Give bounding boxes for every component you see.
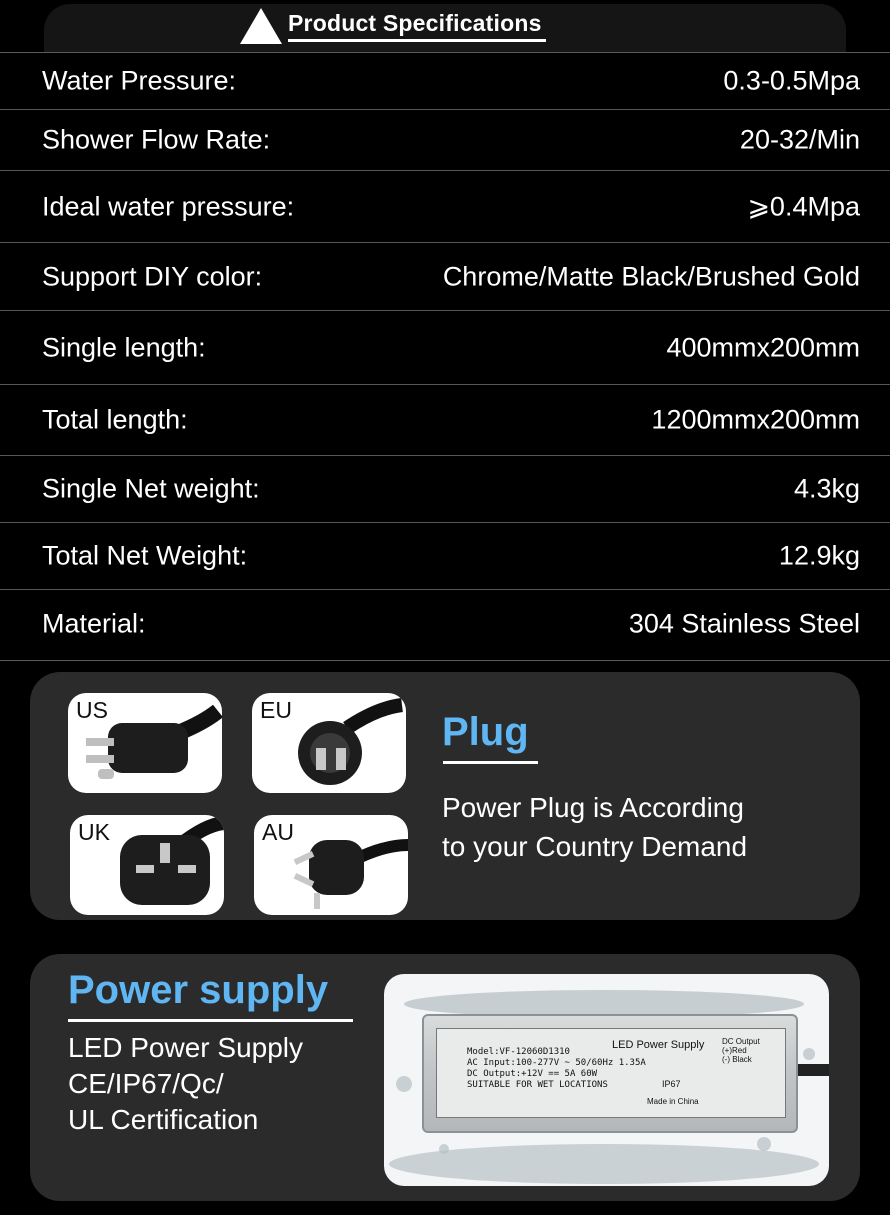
triangle-icon (240, 8, 282, 44)
plug-code: US (76, 697, 108, 723)
spec-row (0, 385, 890, 456)
power-underline (68, 1019, 353, 1022)
plug-description (442, 788, 747, 866)
plug-desc-line: Power Plug is According (442, 792, 744, 823)
power-desc-line: CE/IP67/Qc/ (68, 1068, 224, 1099)
power-desc-line: UL Certification (68, 1104, 259, 1135)
spec-row (0, 243, 890, 311)
power-desc-line: LED Power Supply (68, 1032, 304, 1063)
spec-value: 400mmx200mm (666, 332, 860, 362)
spec-value: 1200mmx200mm (651, 404, 860, 435)
spec-row (0, 456, 890, 523)
label-specs: Model:VF-12060D1310 AC Input:100-277V ~ 50/60Hz 1.35A DC Output:+12V == 5A 60W SUITABLE FOR WET LOCATIONS (467, 1047, 646, 1090)
header (240, 6, 546, 46)
label-brand: LED Power Supply (612, 1039, 705, 1051)
plug-card-uk (70, 815, 224, 915)
plug-desc-line: to your Country Demand (442, 831, 748, 862)
plug-card-eu (252, 693, 406, 793)
spec-row (0, 53, 890, 110)
spec-label: Material: (42, 608, 146, 639)
power-supply-image (384, 974, 829, 1186)
spec-row (0, 523, 890, 590)
spec-label: Total Net Weight: (42, 540, 248, 571)
spec-row (0, 590, 890, 658)
label-ip: IP67 (662, 1079, 681, 1089)
spec-label: Single length: (42, 332, 206, 362)
label-origin: Made in China (647, 1097, 699, 1106)
plug-card-au (254, 815, 408, 915)
spec-row (0, 171, 890, 243)
spec-value: 20-32/Min (739, 124, 860, 155)
power-panel (30, 954, 860, 1201)
spec-table (0, 52, 890, 661)
spec-value: 4.3kg (793, 473, 860, 504)
spec-row (0, 311, 890, 385)
plug-title: Plug (442, 710, 529, 754)
spec-label: Ideal water pressure: (42, 191, 295, 221)
power-description (68, 1030, 303, 1138)
spec-value: 12.9kg (778, 540, 860, 571)
label-dc: DC Output (+)Red (-) Black (722, 1037, 760, 1064)
plug-code: EU (260, 697, 292, 723)
spec-row (0, 110, 890, 171)
plug-code: AU (262, 819, 294, 845)
spec-label: Support DIY color: (42, 261, 263, 291)
power-title: Power supply (68, 968, 329, 1012)
spec-value: 304 Stainless Steel (628, 608, 860, 639)
spec-value: Chrome/Matte Black/Brushed Gold (442, 261, 860, 291)
plug-underline (443, 761, 538, 764)
power-supply-box (422, 1014, 798, 1133)
page-title: Product Specifications (288, 10, 546, 42)
spec-label: Single Net weight: (42, 473, 260, 504)
spec-label: Total length: (42, 404, 188, 435)
plug-card-us (68, 693, 222, 793)
spec-label: Shower Flow Rate: (42, 124, 271, 155)
spec-value: ⩾0.4Mpa (747, 191, 860, 221)
spec-label: Water Pressure: (42, 65, 237, 96)
plug-panel (30, 672, 860, 920)
plug-code: UK (78, 819, 110, 845)
power-supply-label (436, 1028, 786, 1118)
spec-value: 0.3-0.5Mpa (723, 65, 860, 96)
